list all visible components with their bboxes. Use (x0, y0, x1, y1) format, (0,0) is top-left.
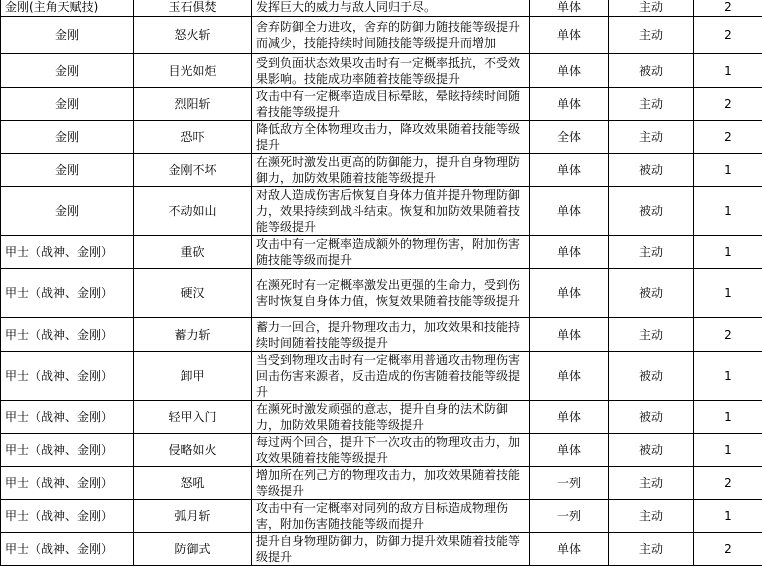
level-cell: 1 (694, 269, 762, 318)
level-cell: 1 (694, 401, 762, 434)
skill-type-cell: 被动 (609, 269, 694, 318)
table-row (1, 269, 762, 318)
skill-type-cell: 主动 (609, 500, 694, 533)
skill-type-cell: 被动 (609, 352, 694, 401)
table-row (1, 401, 762, 434)
target-cell: 单体 (530, 269, 609, 318)
level-cell: 1 (694, 154, 762, 187)
class-cell: 金刚 (1, 54, 134, 88)
skills-table-body (1, 0, 762, 566)
target-cell: 单体 (530, 352, 609, 401)
target-cell: 单体 (530, 154, 609, 187)
target-cell: 全体 (530, 121, 609, 154)
class-cell: 甲士（战神、金刚） (1, 401, 134, 434)
class-cell: 金刚 (1, 17, 134, 54)
skill-type-cell: 被动 (609, 401, 694, 434)
class-cell: 甲士（战神、金刚） (1, 352, 134, 401)
class-cell: 金刚 (1, 187, 134, 236)
target-cell: 单体 (530, 0, 609, 17)
description-cell: 降低敌方全体物理攻击力，降攻效果随着技能等级提升 (252, 121, 530, 154)
table-row (1, 88, 762, 121)
skill-name-cell: 目光如炬 (134, 54, 252, 88)
description-cell: 每过两个回合，提升下一次攻击的物理攻击力，加攻效果随着技能等级提升 (252, 434, 530, 467)
table-row (1, 500, 762, 533)
target-cell: 单体 (530, 88, 609, 121)
table-row (1, 236, 762, 269)
table-row (1, 17, 762, 54)
class-cell: 甲士（战神、金刚） (1, 318, 134, 352)
description-cell: 对敌人造成伤害后恢复自身体力值并提升物理防御力，效果持续到战斗结束。恢复和加防效果随着技能等级提升 (252, 187, 530, 236)
skill-type-cell: 被动 (609, 54, 694, 88)
skill-name-cell: 弧月斩 (134, 500, 252, 533)
level-cell: 1 (694, 54, 762, 88)
table-row (1, 0, 762, 17)
skill-name-cell: 恐吓 (134, 121, 252, 154)
target-cell: 单体 (530, 434, 609, 467)
skill-type-cell: 主动 (609, 17, 694, 54)
level-cell: 2 (694, 17, 762, 54)
class-cell: 甲士（战神、金刚） (1, 434, 134, 467)
table-row (1, 467, 762, 500)
description-cell: 增加所在列己方的物理攻击力，加攻效果随着技能等级提升 (252, 467, 530, 500)
level-cell: 1 (694, 236, 762, 269)
class-cell: 甲士（战神、金刚） (1, 500, 134, 533)
skill-name-cell: 怒火斩 (134, 17, 252, 54)
level-cell: 2 (694, 318, 762, 352)
class-cell: 甲士（战神、金刚） (1, 236, 134, 269)
level-cell: 2 (694, 0, 762, 17)
description-cell: 提升自身物理防御力，防御力提升效果随着技能等级提升 (252, 533, 530, 566)
description-cell: 在濒死时激发出更高的防御能力，提升自身物理防御力，加防效果随着技能等级提升 (252, 154, 530, 187)
skill-name-cell: 怒吼 (134, 467, 252, 500)
level-cell: 1 (694, 500, 762, 533)
level-cell: 2 (694, 467, 762, 500)
description-cell: 在濒死时激发顽强的意志，提升自身的法术防御力，加防效果随着技能等级提升 (252, 401, 530, 434)
skill-type-cell: 被动 (609, 154, 694, 187)
table-row (1, 121, 762, 154)
skill-type-cell: 主动 (609, 467, 694, 500)
skill-type-cell: 主动 (609, 318, 694, 352)
level-cell: 1 (694, 187, 762, 236)
skill-name-cell: 金刚不坏 (134, 154, 252, 187)
skill-type-cell: 主动 (609, 121, 694, 154)
skill-name-cell: 玉石俱焚 (134, 0, 252, 17)
description-cell: 发挥巨大的威力与敌人同归于尽。 (252, 0, 530, 17)
table-row (1, 434, 762, 467)
skill-name-cell: 侵略如火 (134, 434, 252, 467)
description-cell: 攻击中有一定概率造成额外的物理伤害，附加伤害随技能等级而提升 (252, 236, 530, 269)
table-row (1, 54, 762, 88)
description-cell: 受到负面状态效果攻击时有一定概率抵抗，不受效果影响。技能成功率随着技能等级提升 (252, 54, 530, 88)
level-cell: 2 (694, 533, 762, 566)
skill-name-cell: 硬汉 (134, 269, 252, 318)
table-row (1, 154, 762, 187)
skill-type-cell: 主动 (609, 236, 694, 269)
target-cell: 单体 (530, 318, 609, 352)
skill-type-cell: 主动 (609, 88, 694, 121)
class-cell: 甲士（战神、金刚） (1, 269, 134, 318)
description-cell: 当受到物理攻击时有一定概率用普通攻击物理伤害回击伤害来源者，反击造成的伤害随着技能等级提升 (252, 352, 530, 401)
description-cell: 在濒死时有一定概率激发出更强的生命力，受到伤害时恢复自身体力值，恢复效果随着技能等级提升 (252, 269, 530, 318)
class-cell: 金刚 (1, 121, 134, 154)
description-cell: 舍弃防御全力进攻，舍弃的防御力随技能等级提升而减少，技能持续时间随技能等级提升而增加 (252, 17, 530, 54)
skill-name-cell: 烈阳斩 (134, 88, 252, 121)
class-cell: 金刚(主角天赋技) (1, 0, 134, 17)
target-cell: 单体 (530, 17, 609, 54)
skill-name-cell: 防御式 (134, 533, 252, 566)
skill-name-cell: 重砍 (134, 236, 252, 269)
target-cell: 单体 (530, 401, 609, 434)
skill-type-cell: 被动 (609, 187, 694, 236)
skill-type-cell: 主动 (609, 533, 694, 566)
skill-name-cell: 蓄力斩 (134, 318, 252, 352)
level-cell: 1 (694, 352, 762, 401)
class-cell: 金刚 (1, 154, 134, 187)
skill-name-cell: 卸甲 (134, 352, 252, 401)
skill-name-cell: 轻甲入门 (134, 401, 252, 434)
description-cell: 蓄力一回合，提升物理攻击力，加攻效果和技能持续时间随着技能等级提升 (252, 318, 530, 352)
skill-name-cell: 不动如山 (134, 187, 252, 236)
level-cell: 2 (694, 121, 762, 154)
skill-type-cell: 被动 (609, 434, 694, 467)
level-cell: 2 (694, 88, 762, 121)
table-row (1, 318, 762, 352)
description-cell: 攻击中有一定概率造成目标晕眩，晕眩持续时间随着技能等级提升 (252, 88, 530, 121)
class-cell: 金刚 (1, 88, 134, 121)
target-cell: 一列 (530, 500, 609, 533)
table-row (1, 352, 762, 401)
target-cell: 单体 (530, 187, 609, 236)
target-cell: 单体 (530, 236, 609, 269)
table-row (1, 187, 762, 236)
level-cell: 1 (694, 434, 762, 467)
target-cell: 单体 (530, 54, 609, 88)
class-cell: 甲士（战神、金刚） (1, 467, 134, 500)
description-cell: 攻击中有一定概率对同列的敌方目标造成物理伤害，附加伤害随技能等级而提升 (252, 500, 530, 533)
class-cell: 甲士（战神、金刚） (1, 533, 134, 566)
skill-type-cell: 主动 (609, 0, 694, 17)
target-cell: 单体 (530, 533, 609, 566)
table-row (1, 533, 762, 566)
target-cell: 一列 (530, 467, 609, 500)
